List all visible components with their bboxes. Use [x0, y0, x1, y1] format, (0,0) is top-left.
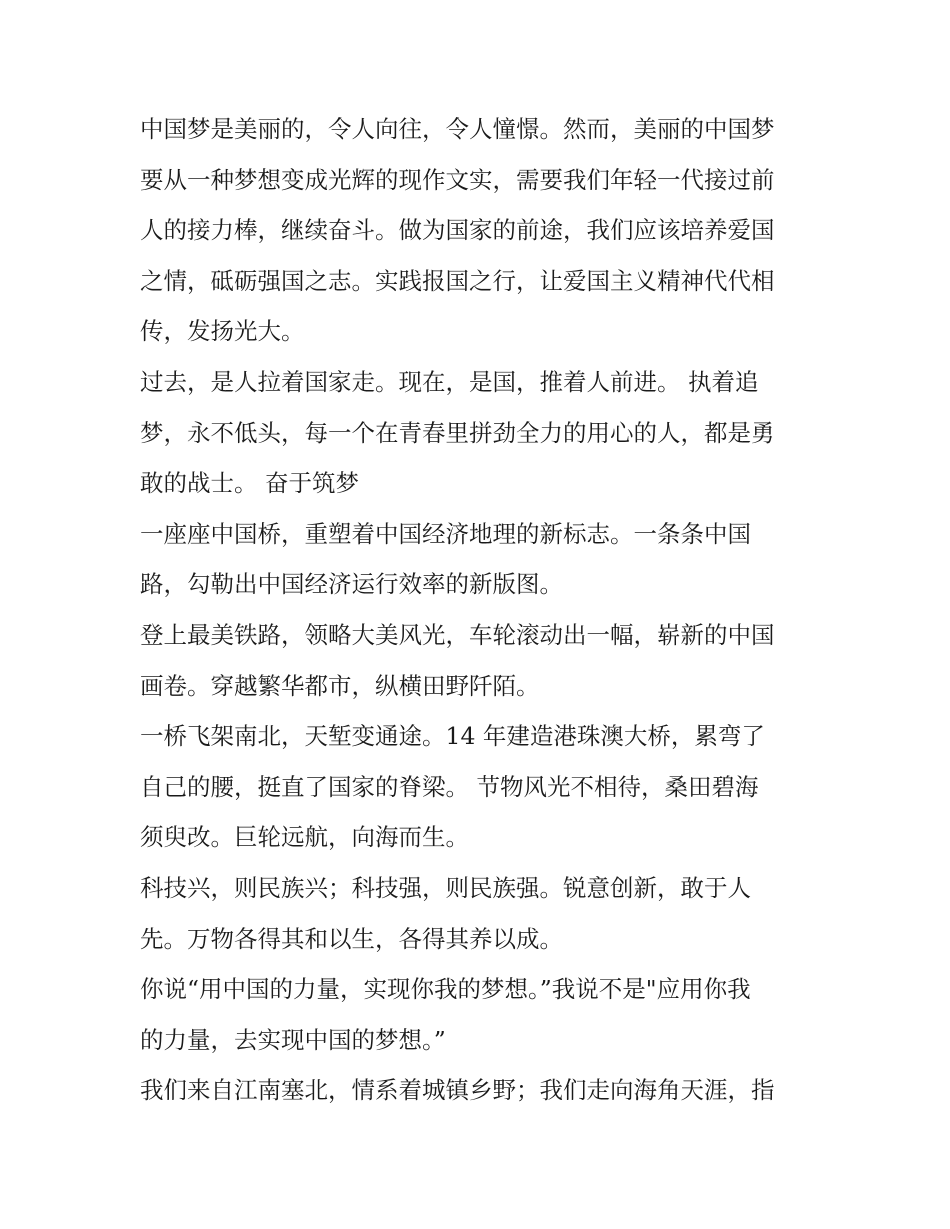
text-line: 画卷。穿越繁华都市，纵横田野阡陌。 — [140, 671, 540, 700]
text-line: 一桥飞架南北，天堑变通途。14 年建造港珠澳大桥，累弯了 — [140, 722, 765, 751]
text-line: 过去，是人拉着国家走。现在，是国，推着人前进。 执着追 — [140, 367, 759, 396]
paragraph-from-north-and-south — [140, 1065, 816, 1116]
paragraph-quote — [140, 964, 816, 1065]
text-line: 路，勾勒出中国经济运行效率的新版图。 — [140, 570, 563, 599]
text-line: 须臾改。巨轮远航，向海而生。 — [140, 823, 469, 852]
text-line: 一座座中国桥，重塑着中国经济地理的新标志。一条条中国 — [140, 519, 751, 548]
text-line: 自己的腰，挺直了国家的脊梁。 节物风光不相待，桑田碧海 — [140, 772, 759, 801]
paragraph-hzmb-bridge — [140, 711, 816, 863]
paragraph-technology — [140, 863, 816, 964]
paragraph-railways — [140, 610, 816, 711]
paragraph-chinese-dream — [140, 104, 816, 357]
text-line: 我们来自江南塞北，情系着城镇乡野；我们走向海角天涯，指 — [140, 1076, 775, 1105]
text-line: 敢的战士。 奋于筑梦 — [140, 469, 359, 498]
paragraph-bridges — [140, 509, 816, 610]
text-line: 先。万物各得其和以生，各得其养以成。 — [140, 924, 563, 953]
text-line: 科技兴，则民族兴；科技强，则民族强。锐意创新，敢于人 — [140, 873, 751, 902]
text-line: 之情，砥砺强国之志。实践报国之行，让爱国主义精神代代相 — [140, 266, 775, 295]
text-line: 中国梦是美丽的，令人向往，令人憧憬。然而，美丽的中国梦 — [140, 115, 775, 143]
text-line: 登上最美铁路，领略大美风光，车轮滚动出一幅，崭新的中国 — [140, 620, 775, 649]
text-line: 的力量，去实现中国的梦想。” — [140, 1025, 446, 1054]
text-line: 你说“用中国的力量，实现你我的梦想。”我说不是"应用你我 — [140, 975, 751, 1004]
text-line: 要从一种梦想变成光辉的现作文实，需要我们年轻一代接过前 — [140, 165, 775, 194]
text-line: 人的接力棒，继续奋斗。做为国家的前途，我们应该培养爱国 — [140, 216, 775, 245]
text-line: 梦，永不低头，每一个在青春里拼劲全力的用心的人，都是勇 — [140, 418, 775, 447]
document-body — [140, 104, 816, 1116]
text-line: 传，发扬光大。 — [140, 317, 305, 346]
paragraph-past-and-present — [140, 357, 816, 509]
